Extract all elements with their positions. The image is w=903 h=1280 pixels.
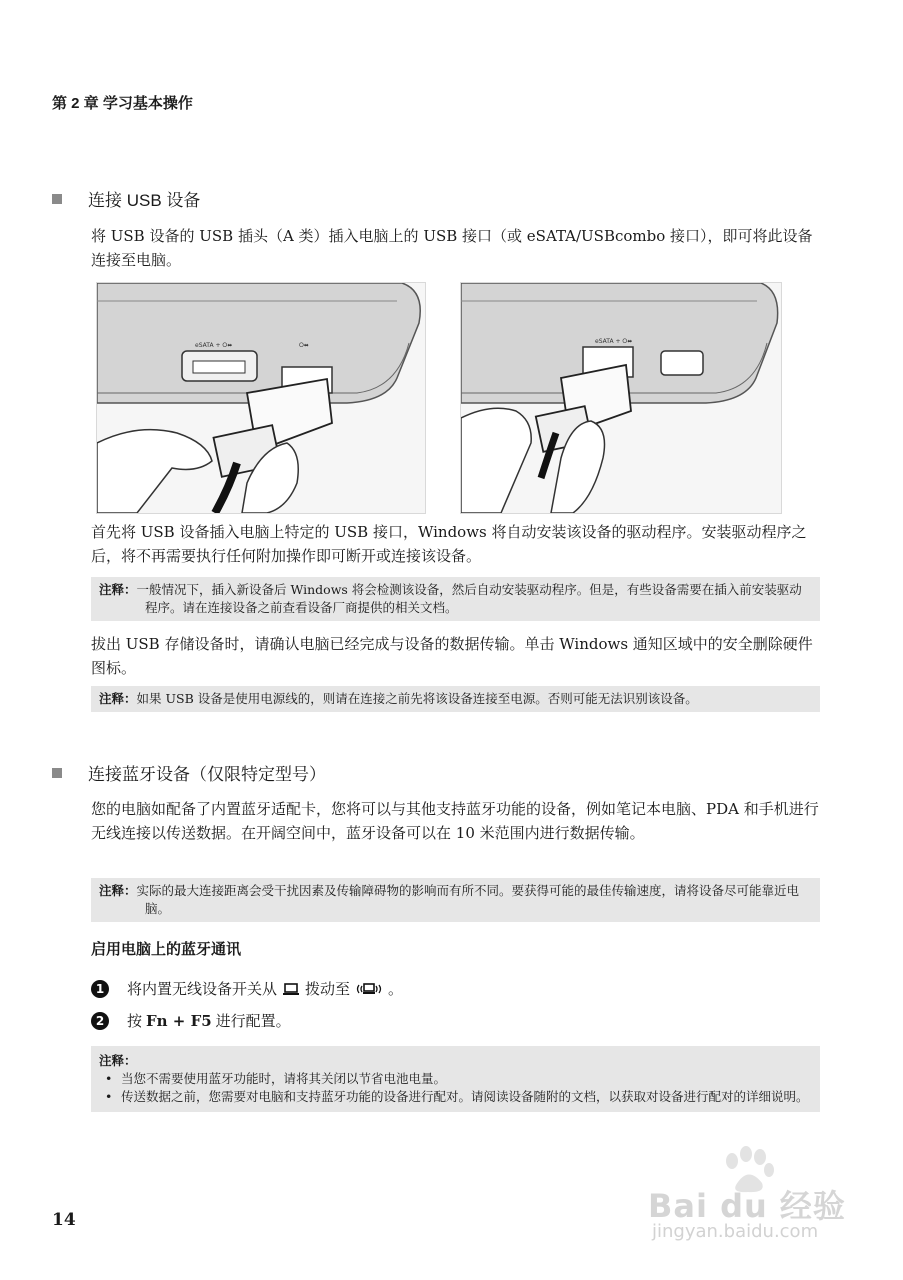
- key-combination: Fn + F5: [146, 1011, 212, 1030]
- chapter-header: 第 2 章 学习基本操作: [52, 95, 193, 112]
- list-item: • 当您不需要使用蓝牙功能时，请将其关闭以节省电池电量。: [99, 1070, 810, 1088]
- note-label: 注释：: [99, 1054, 137, 1068]
- watermark-brand: Bai du 经验: [648, 1187, 846, 1225]
- figure-usb-insert-usb-port: [96, 282, 426, 514]
- wireless-off-icon: [283, 982, 299, 996]
- step-text: 按: [127, 1012, 143, 1030]
- step-number: 2: [91, 1012, 109, 1030]
- note-bluetooth-tips: [91, 1046, 820, 1112]
- note-label: 注释：: [99, 692, 137, 706]
- page-number: 14: [52, 1210, 76, 1230]
- step-text: 拨动至: [305, 980, 351, 998]
- note-usb-power: [91, 686, 820, 712]
- usb-remove-paragraph: 拔出 USB 存储设备时，请确认电脑已经完成与设备的数据传输。单击 Windows 通知区域中的安全删除硬件图标。: [91, 635, 813, 677]
- bluetooth-intro-paragraph: 您的电脑如配备了内置蓝牙适配卡，您将可以与其他支持蓝牙功能的设备，例如笔记本电脑、PDA 和手机进行无线连接以传送数据。在开阔空间中，蓝牙设备可以在 10 米范围内进行数据传输。: [91, 800, 819, 842]
- note-text: 一般情况下，插入新设备后 Windows 将会检测该设备，然后自动安装驱动程序。但是，有些设备需要在插入前安装驱动程序。请在连接设备之前查看设备厂商提供的相关文档。: [136, 582, 802, 615]
- note-label: 注释：: [99, 884, 137, 898]
- figure-usb-insert-esata-port: [460, 282, 782, 514]
- step-text: 将内置无线设备开关从: [127, 980, 278, 998]
- list-item: • 传送数据之前，您需要对电脑和支持蓝牙功能的设备进行配对。请阅读设备随附的文档，以获取对设备进行配对的详细说明。: [99, 1088, 810, 1106]
- note-bluetooth-distance: [91, 878, 820, 922]
- section-title-text: 连接蓝牙设备（仅限特定型号）: [88, 765, 326, 784]
- step-1: [91, 978, 403, 999]
- step-number: 1: [91, 980, 109, 998]
- note-usb-driver: [91, 577, 820, 621]
- subheading-enable-bluetooth: 启用电脑上的蓝牙通讯: [91, 941, 242, 958]
- usb-intro-paragraph: 将 USB 设备的 USB 插头（A 类）插入电脑上的 USB 接口（或 eSATA/USBcombo 接口），即可将此设备连接至电脑。: [91, 227, 813, 269]
- usb-driver-paragraph: 首先将 USB 设备插入电脑上特定的 USB 接口，Windows 将自动安装该设备的驱动程序。安装驱动程序之后，将不再需要执行任何附加操作即可断开或连接该设备。: [91, 523, 807, 565]
- note-label: 注释：: [99, 583, 137, 597]
- note-text: 如果 USB 设备是使用电源线的，则请在连接之前先将该设备连接至电源。否则可能无法识别该设备。: [136, 691, 698, 706]
- section-title-text: 连接 USB 设备: [88, 191, 201, 210]
- section-bullet-icon: [52, 194, 62, 204]
- step-2: [91, 1010, 291, 1031]
- section-title-usb: [52, 186, 200, 211]
- wireless-on-icon: [356, 982, 382, 996]
- step-text: 进行配置。: [215, 1012, 291, 1030]
- section-bullet-icon: [52, 768, 62, 778]
- watermark-url: jingyan.baidu.com: [652, 1221, 819, 1242]
- port-label-usb: ⭘⬌: [299, 342, 309, 349]
- note-bullet-list: [99, 1070, 810, 1106]
- step-text: 。: [388, 980, 404, 998]
- port-label-esata: eSATA + ⭘⬌: [195, 342, 233, 349]
- baidu-watermark: [648, 1145, 858, 1245]
- port-label-esata-right: eSATA + ⭘⬌: [595, 338, 633, 345]
- note-text: 实际的最大连接距离会受干扰因素及传输障碍物的影响而有所不同。要获得可能的最佳传输速度，请将设备尽可能靠近电脑。: [136, 883, 800, 916]
- section-title-bluetooth: [52, 760, 326, 785]
